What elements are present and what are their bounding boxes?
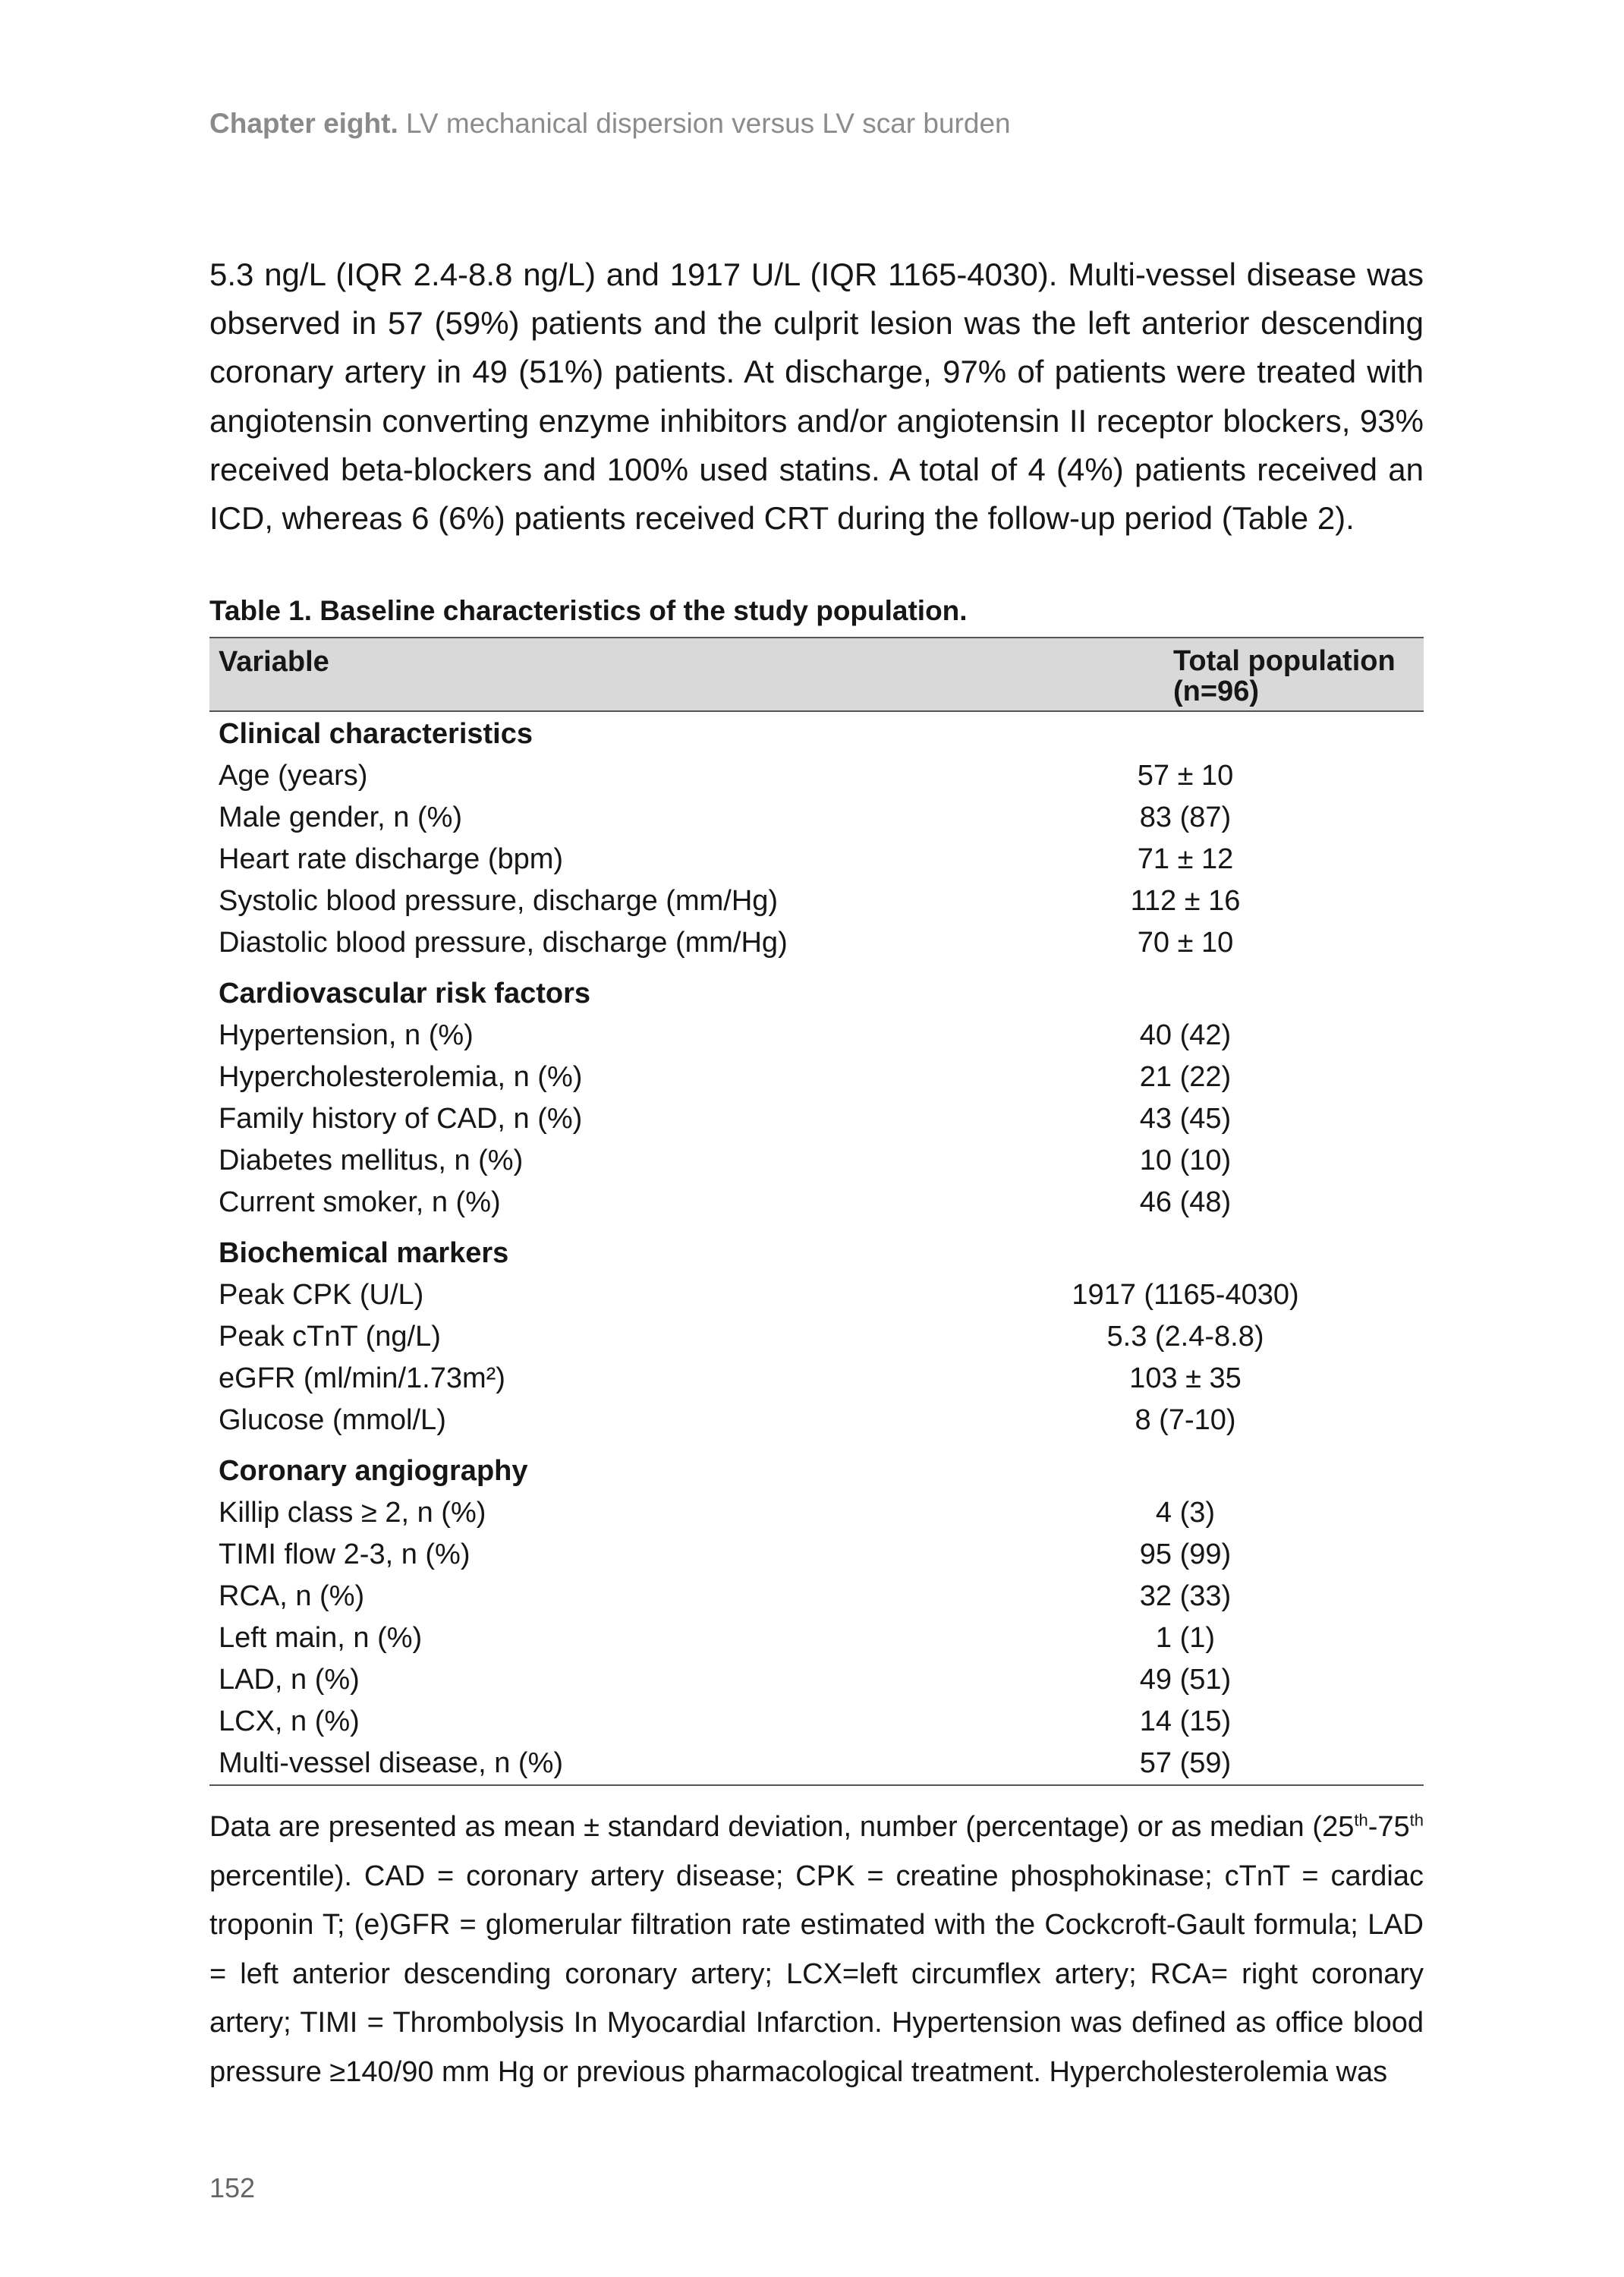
row-value: 8 (7-10) bbox=[1135, 1404, 1236, 1436]
table-section bbox=[209, 1233, 1424, 1441]
row-label: Family history of CAD, n (%) bbox=[219, 1103, 583, 1135]
running-header bbox=[209, 108, 1011, 140]
table-row bbox=[209, 922, 1424, 964]
row-label: LAD, n (%) bbox=[219, 1664, 360, 1696]
table-row bbox=[209, 1182, 1424, 1224]
baseline-table bbox=[209, 637, 1424, 1786]
row-value: 1 (1) bbox=[1155, 1622, 1216, 1654]
chapter-label: Chapter eight. bbox=[209, 108, 398, 139]
row-label: Peak cTnT (ng/L) bbox=[219, 1321, 441, 1353]
row-label: Left main, n (%) bbox=[219, 1622, 423, 1654]
section-heading: Clinical characteristics bbox=[219, 718, 533, 750]
row-value: 5.3 (2.4-8.8) bbox=[1106, 1321, 1264, 1353]
row-label: Glucose (mmol/L) bbox=[219, 1404, 446, 1436]
section-heading: Coronary angiography bbox=[219, 1455, 528, 1487]
table-row bbox=[209, 1659, 1424, 1701]
notes-text-3: percentile). CAD = coronary artery disease; CPK = creatine phosphokinase; cTnT = cardiac troponin T; (e)GFR = glomerular filtration rate estimated with the Cockcroft-Gault formula; LAD = left anterior descending coronary artery; LCX=left circumflex artery; RCA= right coronary artery; TIMI = Thrombolysis In Myocardial Infarction. Hypertension was defined as office blood pressure ≥140/90 mm Hg or previous pharmacological treatment. Hypercholesterolemia was bbox=[209, 1860, 1424, 2088]
table-body bbox=[209, 713, 1424, 1784]
table-caption: Table 1. Baseline characteristics of the study population. bbox=[209, 595, 968, 626]
row-value: 95 (99) bbox=[1139, 1538, 1232, 1570]
row-value: 32 (33) bbox=[1139, 1580, 1232, 1612]
row-label: eGFR (ml/min/1.73m²) bbox=[219, 1362, 505, 1394]
table-row bbox=[209, 1576, 1424, 1617]
row-value: 10 (10) bbox=[1139, 1145, 1232, 1176]
row-label: Systolic blood pressure, discharge (mm/Hg) bbox=[219, 885, 779, 917]
table-section bbox=[209, 973, 1424, 1224]
row-value: 70 ± 10 bbox=[1137, 927, 1234, 959]
table-row bbox=[209, 1617, 1424, 1659]
table-row bbox=[209, 1015, 1424, 1057]
row-label: RCA, n (%) bbox=[219, 1580, 365, 1612]
chapter-title: LV mechanical dispersion versus LV scar burden bbox=[406, 108, 1011, 139]
notes-superscript-1: th bbox=[1354, 1810, 1368, 1830]
row-label: Hypercholesterolemia, n (%) bbox=[219, 1061, 583, 1093]
table-row bbox=[209, 1358, 1424, 1400]
row-label: Peak CPK (U/L) bbox=[219, 1279, 424, 1311]
row-label: LCX, n (%) bbox=[219, 1705, 360, 1737]
row-value: 4 (3) bbox=[1155, 1497, 1216, 1529]
intro-paragraph: 5.3 ng/L (IQR 2.4-8.8 ng/L) and 1917 U/L (IQR 1165-4030). Multi-vessel disease was observed in 57 (59%) patients and the culprit lesion was the left anterior descending coronary artery in 49 (51%) patients. At discharge, 97% of patients were treated with angiotensin converting enzyme inhibitors and/or angiotensin II receptor blockers, 93% received beta-blockers and 100% used statins. A total of 4 (4%) patients received an ICD, whereas 6 (6%) patients received CRT during the follow-up period (Table 2). bbox=[209, 257, 1424, 537]
section-heading: Cardiovascular risk factors bbox=[219, 978, 591, 1009]
row-value: 112 ± 16 bbox=[1130, 885, 1241, 917]
table-row bbox=[209, 880, 1424, 922]
row-value: 21 (22) bbox=[1139, 1061, 1232, 1093]
row-value: 40 (42) bbox=[1139, 1019, 1232, 1051]
notes-superscript-2: th bbox=[1409, 1810, 1424, 1830]
row-label: Male gender, n (%) bbox=[219, 802, 463, 833]
table-row bbox=[209, 1274, 1424, 1316]
table-section bbox=[209, 1450, 1424, 1784]
row-label: Multi-vessel disease, n (%) bbox=[219, 1747, 564, 1779]
table-row bbox=[209, 797, 1424, 839]
row-value: 43 (45) bbox=[1139, 1103, 1232, 1135]
table-notes bbox=[209, 1803, 1424, 2096]
table-row bbox=[209, 755, 1424, 797]
table-row bbox=[209, 1098, 1424, 1140]
section-heading: Biochemical markers bbox=[219, 1237, 509, 1269]
notes-text-2: -75 bbox=[1367, 1811, 1410, 1843]
row-label: TIMI flow 2-3, n (%) bbox=[219, 1538, 471, 1570]
table-row bbox=[209, 1140, 1424, 1182]
row-label: Diabetes mellitus, n (%) bbox=[219, 1145, 524, 1176]
row-label: Age (years) bbox=[219, 760, 368, 792]
row-value: 83 (87) bbox=[1139, 802, 1232, 833]
table-row bbox=[209, 1057, 1424, 1098]
table-row bbox=[209, 1400, 1424, 1441]
table-row bbox=[209, 1316, 1424, 1358]
row-value: 103 ± 35 bbox=[1129, 1362, 1242, 1394]
table-section bbox=[209, 713, 1424, 964]
table-row bbox=[209, 1534, 1424, 1576]
table-row bbox=[209, 1701, 1424, 1743]
column-header-variable: Variable bbox=[219, 646, 329, 678]
row-value: 14 (15) bbox=[1139, 1705, 1232, 1737]
table-row bbox=[209, 839, 1424, 880]
row-label: Hypertension, n (%) bbox=[219, 1019, 474, 1051]
table-header: Variable Total population (n=96) bbox=[209, 638, 1424, 712]
row-value: 57 (59) bbox=[1139, 1747, 1232, 1779]
row-value: 71 ± 12 bbox=[1137, 843, 1234, 875]
table-row bbox=[209, 1743, 1424, 1784]
row-value: 46 (48) bbox=[1139, 1186, 1232, 1218]
row-label: Heart rate discharge (bpm) bbox=[219, 843, 564, 875]
notes-text-1: Data are presented as mean ± standard deviation, number (percentage) or as median (25 bbox=[209, 1811, 1355, 1843]
row-label: Diastolic blood pressure, discharge (mm/Hg) bbox=[219, 927, 788, 959]
table-row bbox=[209, 1492, 1424, 1534]
row-value: 57 ± 10 bbox=[1137, 760, 1234, 792]
row-label: Current smoker, n (%) bbox=[219, 1186, 501, 1218]
row-value: 49 (51) bbox=[1139, 1664, 1232, 1696]
row-value: 1917 (1165-4030) bbox=[1072, 1279, 1299, 1311]
page-number: 152 bbox=[209, 2172, 256, 2203]
table-bottom-rule bbox=[209, 1784, 1424, 1786]
row-label: Killip class ≥ 2, n (%) bbox=[219, 1497, 486, 1529]
